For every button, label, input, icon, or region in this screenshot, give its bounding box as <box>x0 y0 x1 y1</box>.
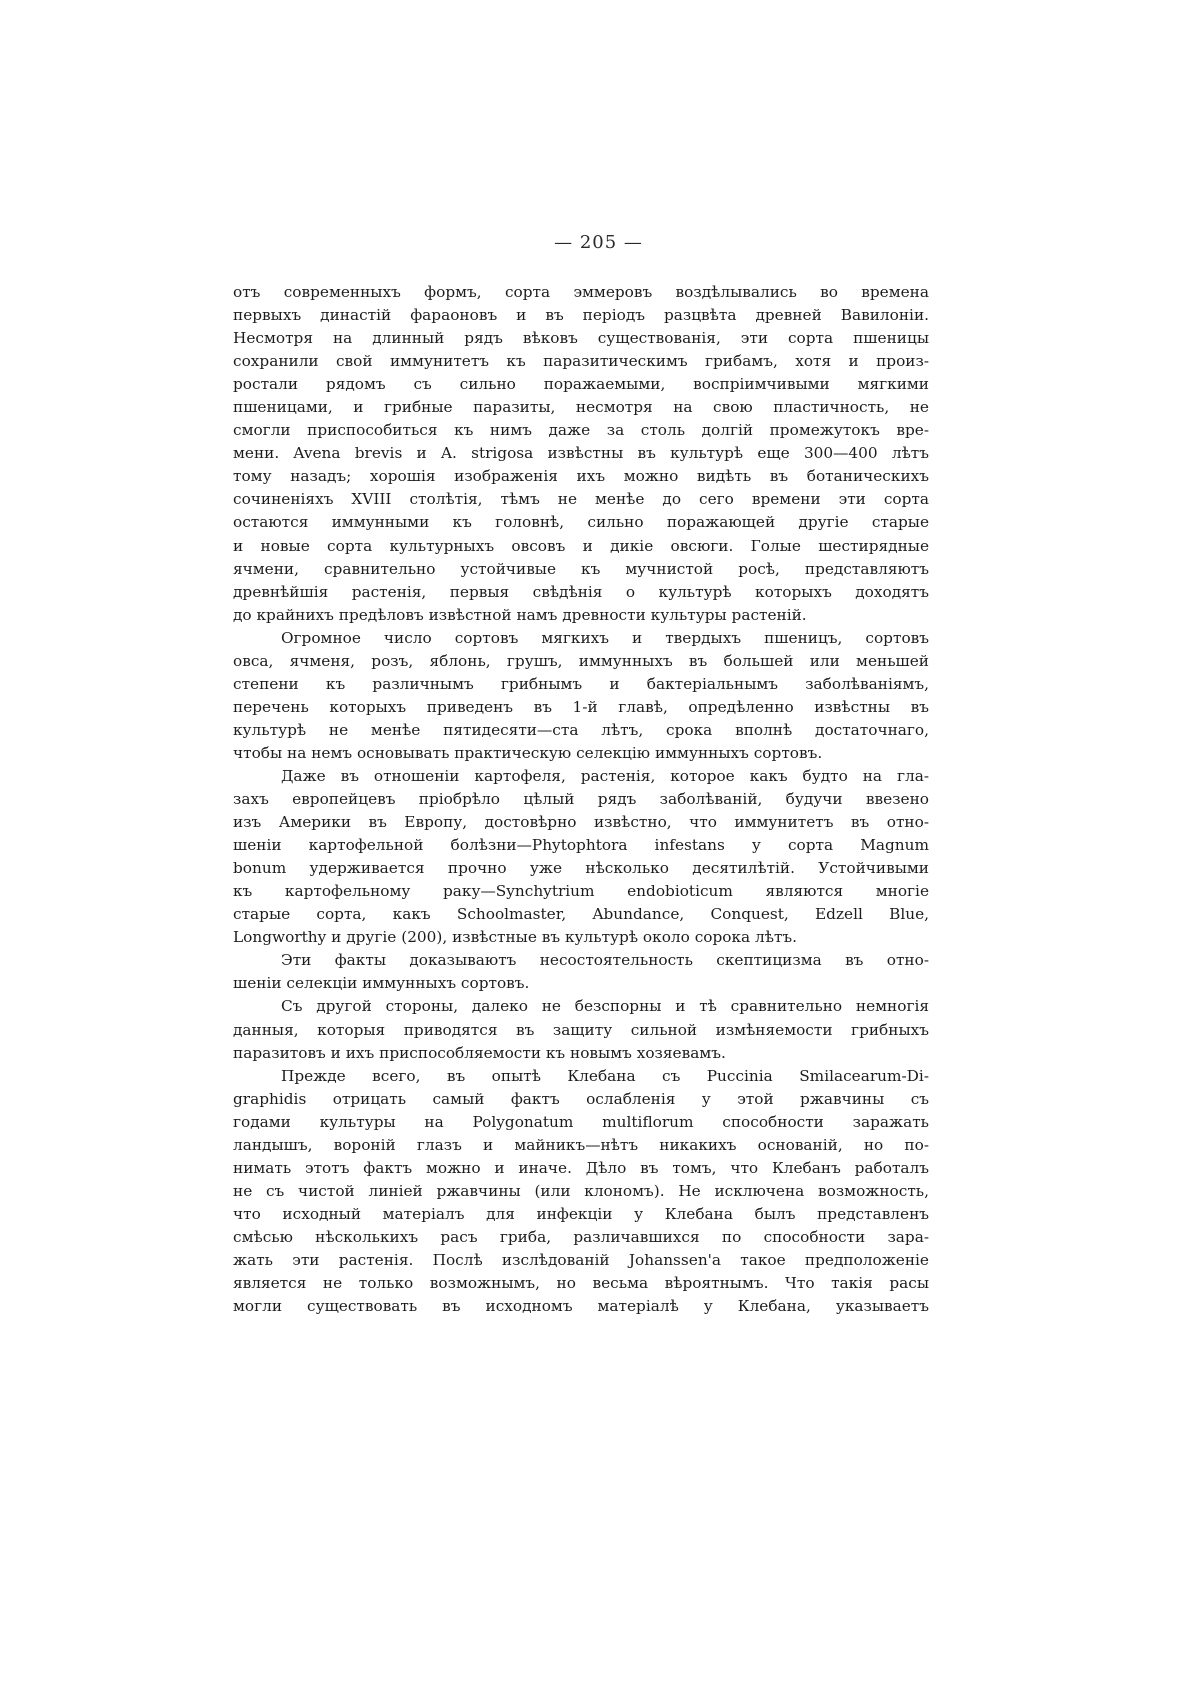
text-line-1: отъ современныхъ формъ, сорта эммеровъ воздѣлывались во времена <box>233 283 929 301</box>
text-line-41: что исходный матеріалъ для инфекціи у Клебана былъ представленъ <box>233 1204 929 1223</box>
text-line-38: ландышъ, вороній глазъ и майникъ—нѣтъ никакихъ основаній, но по- <box>233 1135 929 1154</box>
text-line-17: овса, ячменя, розъ, яблонь, грушъ, иммунныхъ въ большей или меньшей <box>233 651 929 670</box>
body-text <box>233 281 929 1318</box>
text-line-36: graphidis отрицать самый фактъ ослабленія у этой ржавчины съ <box>233 1089 929 1108</box>
text-line-10: сочиненіяхъ XVIII столѣтія, тѣмъ не менѣе до сего времени эти сорта <box>233 490 929 509</box>
text-line-14: древнѣйшія растенія, первыя свѣдѣнія о культурѣ которыхъ доходятъ <box>233 582 929 601</box>
text-line-20: культурѣ не менѣе пятидесяти—ста лѣтъ, срока вполнѣ достаточнаго, <box>233 720 929 739</box>
text-line-19: перечень которыхъ приведенъ въ 1-й главѣ, опредѣленно извѣстны въ <box>233 697 929 716</box>
text-line-9: тому назадъ; хорошія изображенія ихъ можно видѣть въ ботаническихъ <box>233 467 929 486</box>
text-line-32: Съ другой стороны, далеко не безспорны и тѣ сравнительно немногія <box>281 997 929 1016</box>
text-line-39: нимать этотъ фактъ можно и иначе. Дѣло въ томъ, что Клебанъ работалъ <box>233 1158 929 1177</box>
text-line-43: жать эти растенія. Послѣ изслѣдованій Johanssen'а такое предположеніе <box>233 1250 929 1269</box>
text-line-28: старые сорта, какъ Schoolmaster, Abundance, Conquest, Edzell Blue, <box>233 905 929 924</box>
text-line-29: Longworthy и другіе (200), извѣстные въ культурѣ около сорока лѣтъ. <box>233 928 798 947</box>
text-line-24: изъ Америки въ Европу, достовѣрно извѣстно, что иммунитетъ въ отно- <box>233 813 929 832</box>
page-number: — 205 — <box>554 232 643 253</box>
text-line-42: смѣсью нѣсколькихъ расъ гриба, различавшихся по способности зара- <box>233 1227 929 1246</box>
text-line-7: смогли приспособиться къ нимъ даже за столь долгій промежутокъ вре- <box>233 421 929 440</box>
text-line-35: Прежде всего, въ опытѣ Клебана съ Puccinia Smilacearum-Di- <box>281 1066 929 1085</box>
text-line-6: пшеницами, и грибные паразиты, несмотря на свою пластичность, не <box>233 398 929 417</box>
text-line-8: мени. Avena brevis и A. strigosa извѣстны въ культурѣ еще 300—400 лѣтъ <box>233 444 929 463</box>
text-line-45: могли существовать въ исходномъ матеріалѣ у Клебана, указываетъ <box>233 1297 929 1316</box>
text-line-15: до крайнихъ предѣловъ извѣстной намъ древности культуры растеній. <box>233 605 807 624</box>
text-line-30: Эти факты доказываютъ несостоятельность скептицизма въ отно- <box>281 951 929 970</box>
text-line-12: и новые сорта культурныхъ овсовъ и дикіе овсюги. Голые шестирядные <box>233 536 929 555</box>
text-line-31: шеніи селекціи иммунныхъ сортовъ. <box>233 974 530 993</box>
text-line-18: степени къ различнымъ грибнымъ и бактеріальнымъ заболѣваніямъ, <box>233 674 929 693</box>
text-line-5: ростали рядомъ съ сильно поражаемыми, воспріимчивыми мягкими <box>233 375 929 394</box>
text-line-4: сохранили свой иммунитетъ къ паразитическимъ грибамъ, хотя и произ- <box>233 352 929 371</box>
text-line-33: данныя, которыя приводятся въ защиту сильной измѣняемости грибныхъ <box>233 1020 929 1039</box>
text-line-11: остаются иммунными къ головнѣ, сильно поражающей другіе старые <box>233 513 929 532</box>
text-line-3: Несмотря на длинный рядъ вѣковъ существованія, эти сорта пшеницы <box>233 329 929 348</box>
text-line-40: не съ чистой линіей ржавчины (или клономъ). Не исключена возможность, <box>233 1181 929 1200</box>
text-line-26: bonum удерживается прочно уже нѣсколько десятилѣтій. Устойчивыми <box>233 859 929 878</box>
text-line-16: Огромное число сортовъ мягкихъ и твердыхъ пшеницъ, сортовъ <box>281 628 929 647</box>
text-line-23: захъ европейцевъ пріобрѣло цѣлый рядъ заболѣваній, будучи ввезено <box>233 790 929 809</box>
text-line-13: ячмени, сравнительно устойчивые къ мучнистой росѣ, представляютъ <box>233 559 929 578</box>
text-line-44: является не только возможнымъ, но весьма вѣроятнымъ. Что такія расы <box>233 1274 929 1293</box>
text-line-37: годами культуры на Polygonatum multiflorum способности заражать <box>233 1112 929 1131</box>
text-line-27: къ картофельному раку—Synchytrium endobioticum являются многіе <box>233 882 929 901</box>
text-line-22: Даже въ отношеніи картофеля, растенія, которое какъ будто на гла- <box>281 766 929 785</box>
text-line-34: паразитовъ и ихъ приспособляемости къ новымъ хозяевамъ. <box>233 1043 726 1062</box>
text-line-2: первыхъ династій фараоновъ и въ періодъ разцвѣта древней Вавилоніи. <box>233 306 929 325</box>
text-line-21: чтобы на немъ основывать практическую селекцію иммунныхъ сортовъ. <box>233 743 823 762</box>
text-line-25: шеніи картофельной болѣзни—Phytophtora infestans у сорта Magnum <box>233 836 929 855</box>
